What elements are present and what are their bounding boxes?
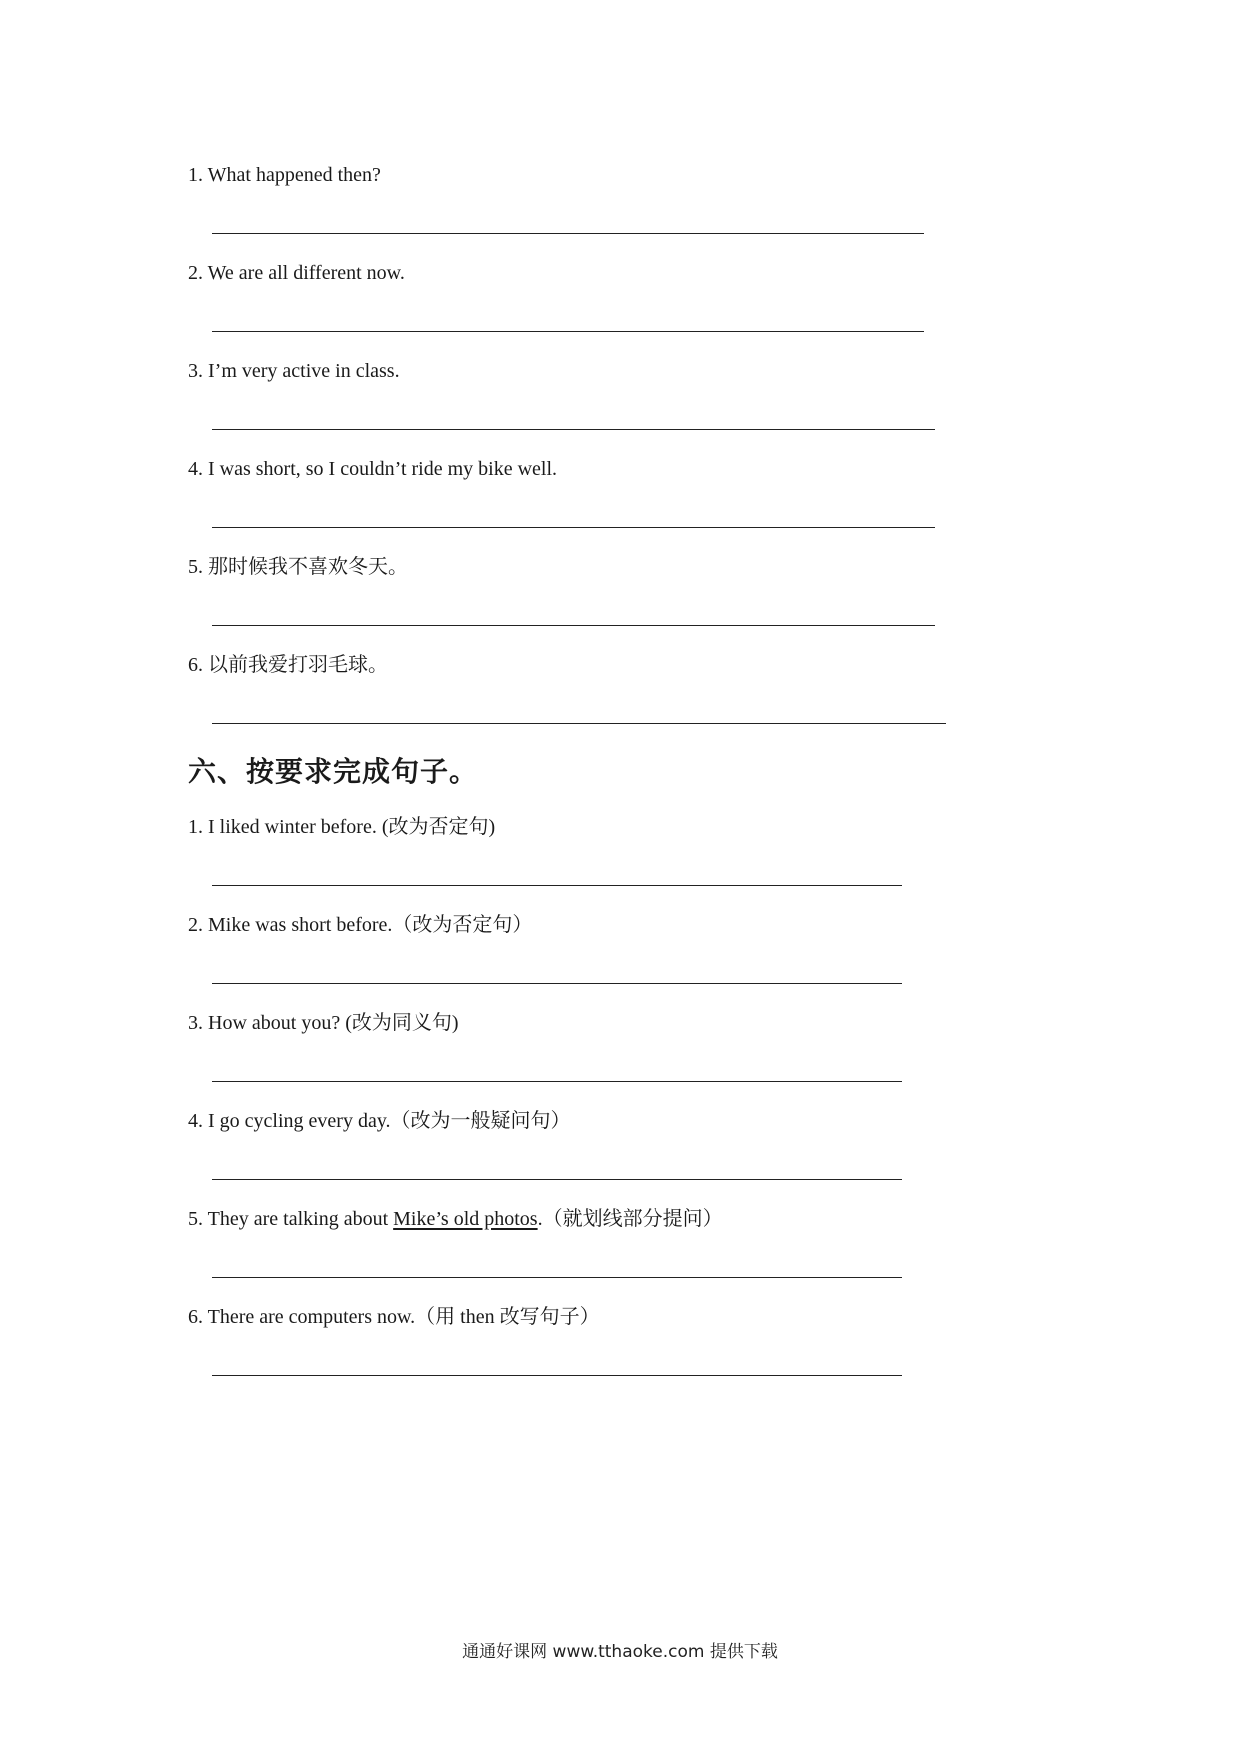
question-item: 2. We are all different now. (188, 262, 405, 284)
question-item: 6. 以前我爱打羽毛球。 (188, 654, 388, 676)
answer-line[interactable] (212, 527, 935, 528)
question-suffix: .（就划线部分提问） (537, 1208, 723, 1230)
answer-line[interactable] (212, 331, 924, 332)
question-prefix: 5. They are talking about (188, 1208, 394, 1230)
question-item: 6. There are computers now.（用 then 改写句子） (188, 1306, 600, 1328)
underlined-phrase: Mike’s old photos (393, 1208, 538, 1230)
question-item: 1. What happened then? (188, 164, 381, 186)
section-heading: 六、按要求完成句子。 (188, 755, 479, 788)
answer-line[interactable] (212, 1375, 902, 1376)
question-item: 4. I was short, so I couldn’t ride my bike well. (188, 458, 558, 480)
answer-line[interactable] (212, 625, 935, 626)
question-item: 3. I’m very active in class. (188, 360, 400, 382)
question-item (188, 1207, 723, 1231)
answer-line[interactable] (212, 429, 935, 430)
question-item: 3. How about you? (改为同义句) (188, 1012, 459, 1034)
question-item: 4. I go cycling every day.（改为一般疑问句） (188, 1110, 571, 1132)
page-footer: 通通好课网 www.tthaoke.com 提供下载 (462, 1642, 778, 1662)
answer-line[interactable] (212, 1179, 902, 1180)
question-item: 5. 那时候我不喜欢冬天。 (188, 556, 408, 578)
question-item: 1. I liked winter before. (改为否定句) (188, 816, 496, 838)
answer-line[interactable] (212, 233, 924, 234)
answer-line[interactable] (212, 885, 902, 886)
answer-line[interactable] (212, 1277, 902, 1278)
answer-line[interactable] (212, 983, 902, 984)
answer-line[interactable] (212, 723, 946, 724)
question-item: 2. Mike was short before.（改为否定句） (188, 914, 533, 936)
answer-line[interactable] (212, 1081, 902, 1082)
